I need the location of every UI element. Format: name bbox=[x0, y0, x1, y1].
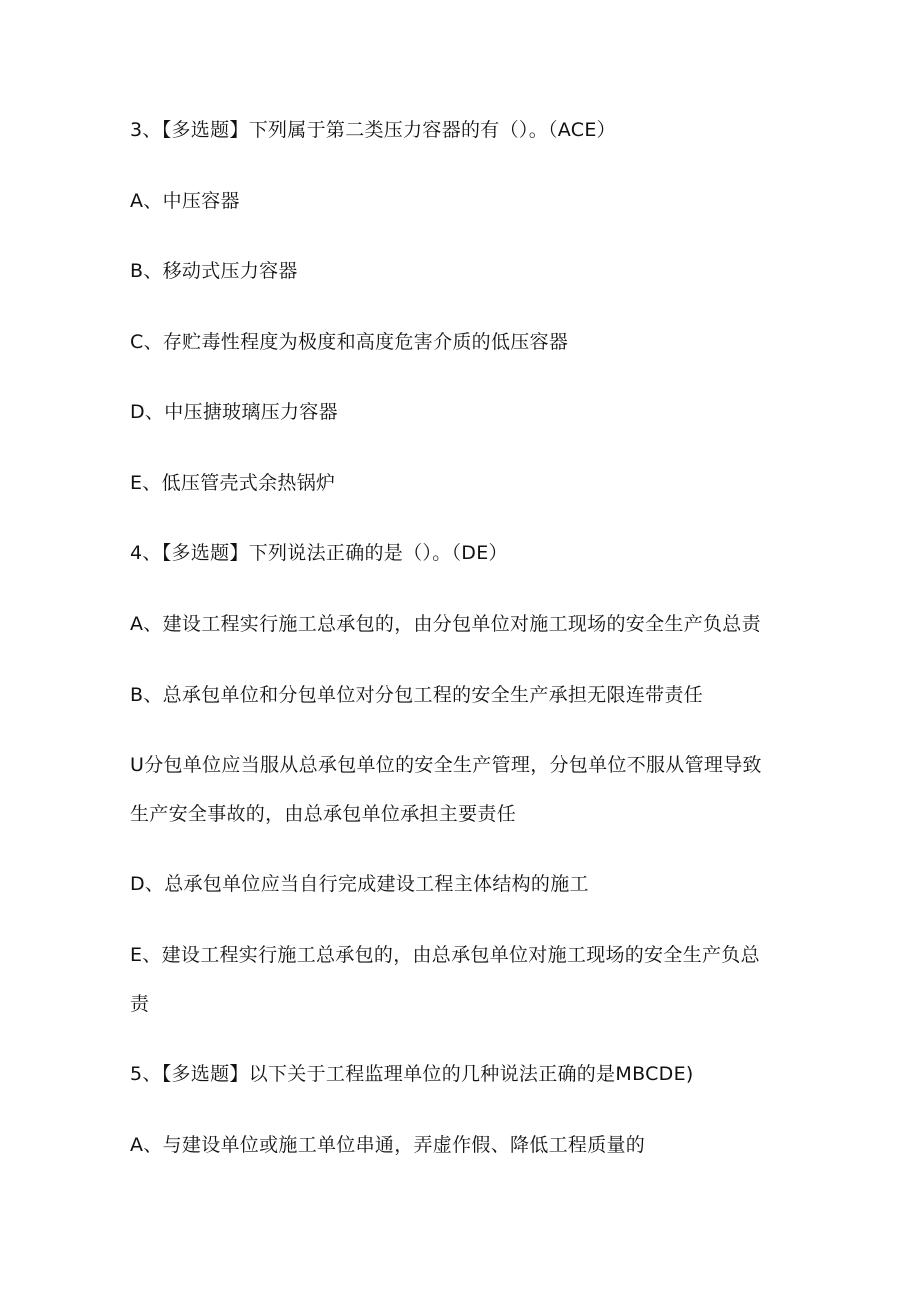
question-5-stem: 5、【多选题】以下关于工程监理单位的几种说法正确的是MBCDE) bbox=[130, 1063, 694, 1085]
question-4-option-c-cont: 生产安全事故的，由总承包单位承担主要责任 bbox=[130, 803, 517, 825]
question-3-option-d: D、中压搪玻璃压力容器 bbox=[130, 401, 338, 423]
question-3-option-c: C、存贮毒性程度为极度和高度危害介质的低压容器 bbox=[130, 331, 569, 353]
question-4-stem: 4、【多选题】下列说法正确的是（）。（DE） bbox=[130, 542, 508, 564]
question-4-option-d: D、总承包单位应当自行完成建设工程主体结构的施工 bbox=[130, 873, 589, 895]
question-5-option-a: A、与建设单位或施工单位串通，弄虚作假、降低工程质量的 bbox=[130, 1134, 646, 1156]
question-3-stem: 3、【多选题】下列属于第二类压力容器的有（）。（ACE） bbox=[130, 119, 616, 141]
question-4-option-e-cont: 责 bbox=[130, 993, 150, 1015]
question-3-option-a: A、中压容器 bbox=[130, 190, 240, 212]
question-4-option-e: E、建设工程实行施工总承包的，由总承包单位对施工现场的安全生产负总 bbox=[130, 944, 760, 966]
question-4-option-a: A、建设工程实行施工总承包的，由分包单位对施工现场的安全生产负总责 bbox=[130, 613, 761, 635]
question-3-option-b: B、移动式压力容器 bbox=[130, 260, 298, 282]
question-4-option-c: U分包单位应当服从总承包单位的安全生产管理，分包单位不服从管理导致 bbox=[130, 754, 762, 776]
question-4-option-b: B、总承包单位和分包单位对分包工程的安全生产承担无限连带责任 bbox=[130, 684, 704, 706]
question-3-option-e: E、低压管壳式余热锅炉 bbox=[130, 472, 336, 494]
